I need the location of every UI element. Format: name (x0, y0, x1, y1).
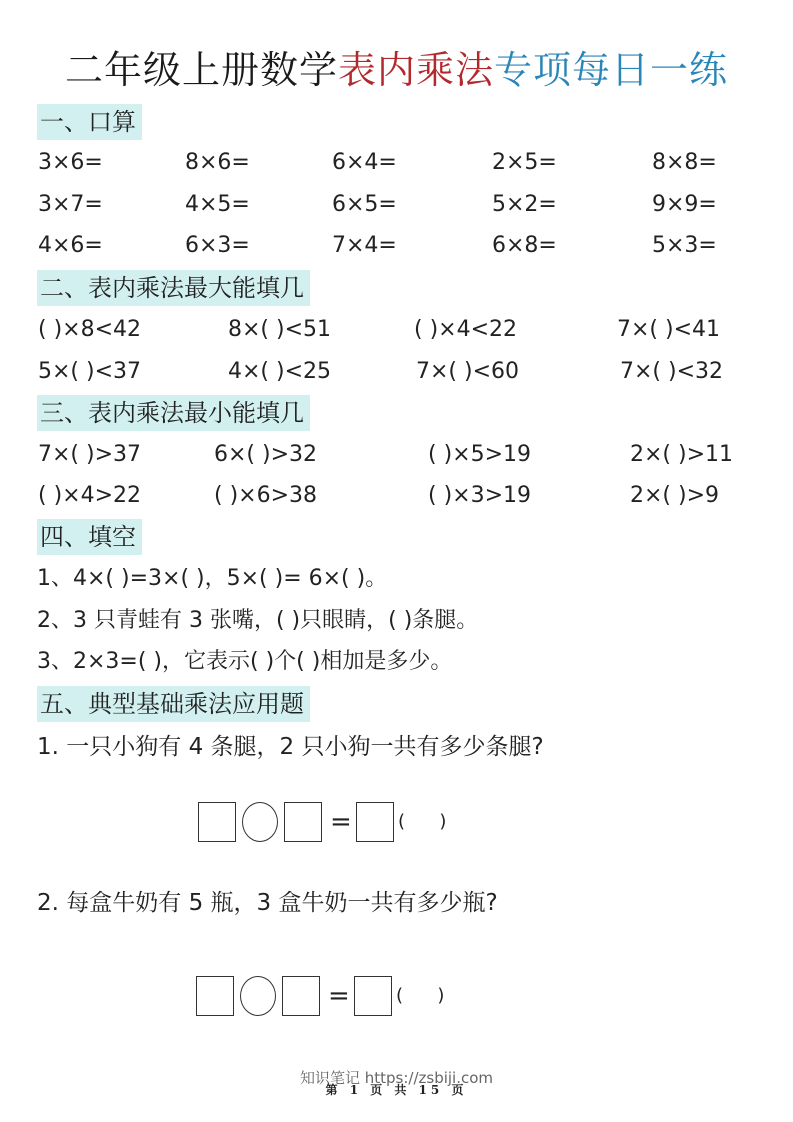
problem: ( )×3>19 (428, 483, 532, 508)
section-header-max-fill: 二、表内乘法最大能填几 (37, 270, 310, 306)
title-part-topic: 表内乘法 (337, 48, 494, 92)
word-problem-question: 2. 每盒牛奶有 5 瓶，3 盒牛奶一共有多少瓶? (37, 890, 498, 916)
problem: 8×6= (185, 150, 250, 175)
problem: 5×2= (492, 192, 557, 217)
problem: 4×( )<25 (228, 359, 332, 384)
problem: 6×4= (332, 150, 397, 175)
answer-unit-blank[interactable]: ( ) (398, 811, 447, 832)
section-header-min-fill: 三、表内乘法最小能填几 (37, 395, 310, 431)
problem: 2×( )>11 (630, 442, 734, 467)
problem: ( )×8<42 (38, 317, 142, 342)
problem: 3×6= (38, 150, 103, 175)
problem: 9×9= (652, 192, 717, 217)
problem: 6×8= (492, 233, 557, 258)
problem: 7×( )<41 (617, 317, 721, 342)
equals-sign: = (328, 981, 350, 1011)
problem: 5×3= (652, 233, 717, 258)
problem: 2×( )>9 (630, 483, 720, 508)
problem: ( )×4>22 (38, 483, 142, 508)
problem: 4×6= (38, 233, 103, 258)
fill-blank-item: 3、2×3=( )，它表示( )个( )相加是多少。 (37, 649, 453, 674)
worksheet-title (0, 44, 793, 96)
problem: 7×( )>37 (38, 442, 142, 467)
answer-box-factor2[interactable] (284, 802, 322, 842)
answer-circle-operator[interactable] (242, 802, 278, 842)
answer-equation-template (198, 802, 498, 844)
answer-box-result[interactable] (356, 802, 394, 842)
answer-equation-template (196, 976, 496, 1018)
fill-blank-item: 2、3 只青蛙有 3 张嘴，( )只眼睛，( )条腿。 (37, 608, 479, 633)
section-header-mental-math: 一、口算 (37, 104, 142, 140)
problem: 7×( )<60 (416, 359, 520, 384)
problem: 7×4= (332, 233, 397, 258)
problem: ( )×4<22 (414, 317, 518, 342)
answer-unit-blank[interactable]: ( ) (396, 985, 445, 1006)
word-problem-question: 1. 一只小狗有 4 条腿，2 只小狗一共有多少条腿? (37, 734, 544, 760)
title-part-practice: 专项每日一练 (494, 48, 729, 92)
answer-box-factor1[interactable] (198, 802, 236, 842)
watermark-text: 知识笔记 https://zsbiji.com (299, 1069, 494, 1087)
problem: 8×8= (652, 150, 717, 175)
problem: 6×3= (185, 233, 250, 258)
section-header-fill-blank: 四、填空 (37, 519, 142, 555)
page-number: 第 1 页 共 15 页 (325, 1083, 468, 1097)
problem: ( )×5>19 (428, 442, 532, 467)
problem: 6×5= (332, 192, 397, 217)
answer-circle-operator[interactable] (240, 976, 276, 1016)
problem: 4×5= (185, 192, 250, 217)
problem: ( )×6>38 (214, 483, 318, 508)
problem: 8×( )<51 (228, 317, 332, 342)
fill-blank-item: 1、4×( )=3×( )，5×( )= 6×( )。 (37, 566, 388, 591)
answer-box-factor1[interactable] (196, 976, 234, 1016)
title-part-grade: 二年级上册数学 (64, 48, 338, 92)
answer-box-result[interactable] (354, 976, 392, 1016)
answer-box-factor2[interactable] (282, 976, 320, 1016)
section-header-word-problems: 五、典型基础乘法应用题 (37, 686, 310, 722)
problem: 6×( )>32 (214, 442, 318, 467)
problem: 3×7= (38, 192, 103, 217)
problem: 5×( )<37 (38, 359, 142, 384)
problem: 7×( )<32 (620, 359, 724, 384)
problem: 2×5= (492, 150, 557, 175)
equals-sign: = (330, 807, 352, 837)
